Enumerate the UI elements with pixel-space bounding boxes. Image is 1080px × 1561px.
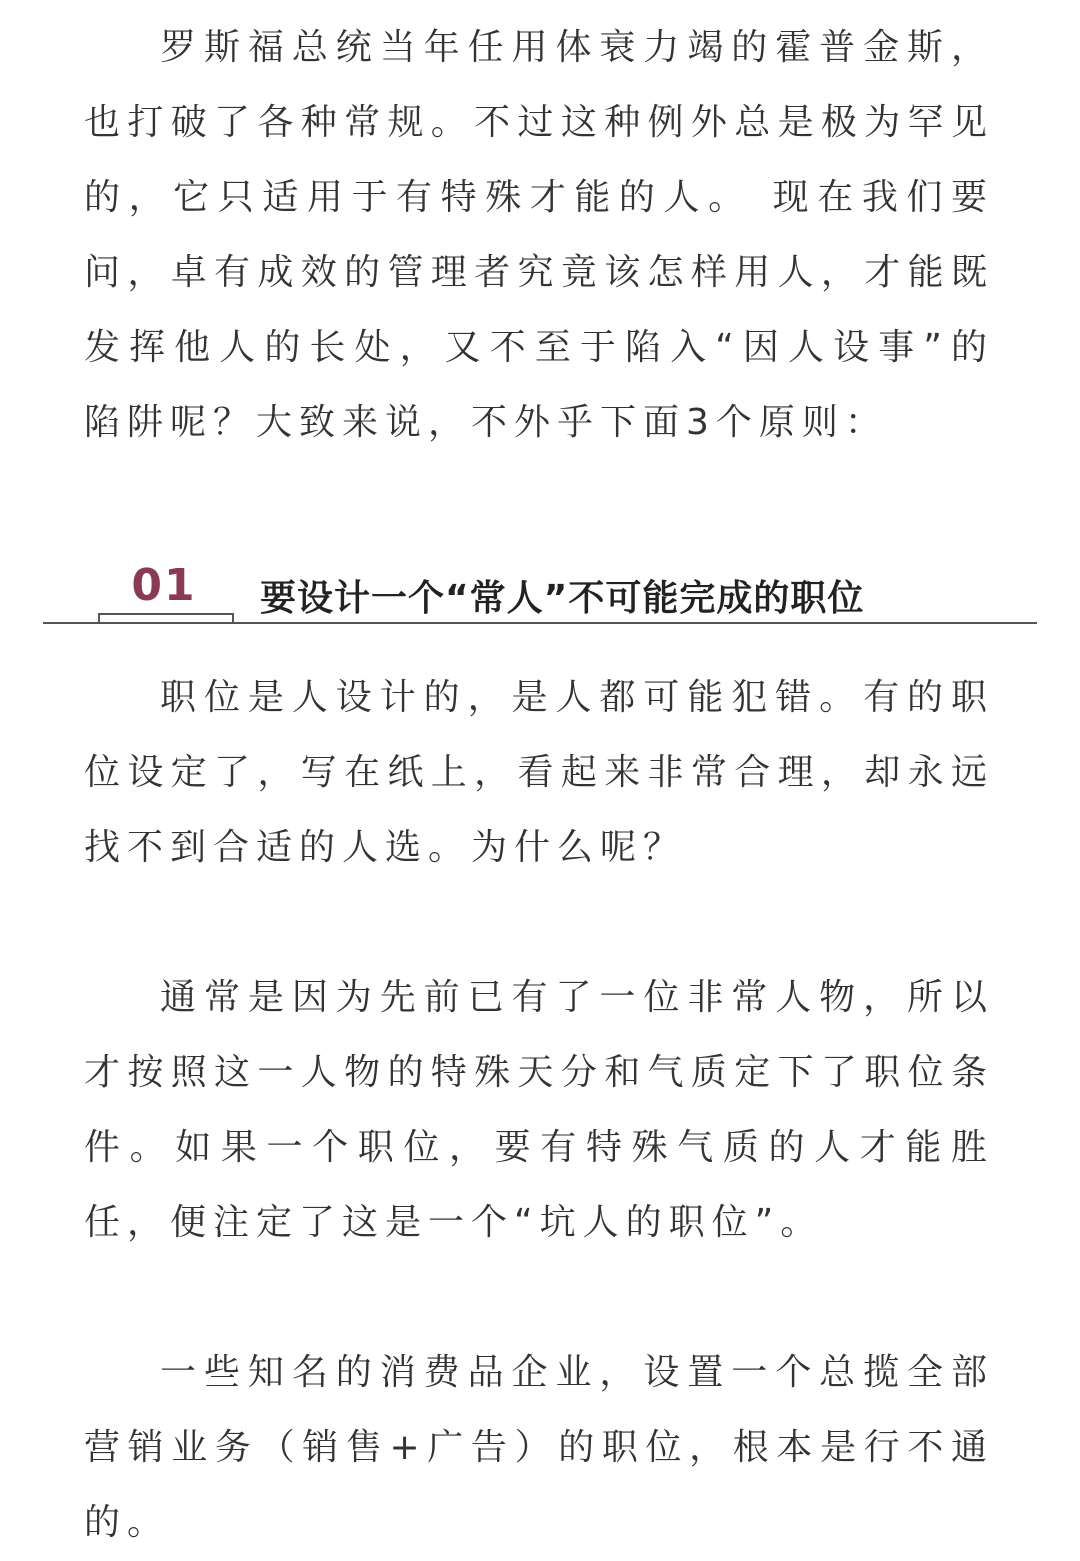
paragraph-intro: 罗斯福总统当年任用体衰力竭的霍普金斯，也打破了各种常规。不过这种例外总是极为罕见的，它只适用于有特殊才能的人。 现在我们要问，卓有成效的管理者究竟该怎样用人，才能既发挥他人的长处，又不至于陷入“因人设事”的陷阱呢？大致来说，不外乎下面3个原则： [84, 27, 994, 443]
section-number: 01 [131, 560, 197, 611]
paragraph-position-design: 职位是人设计的，是人都可能犯错。有的职位设定了，写在纸上，看起来非常合理，却永远找不到合适的人选。为什么呢？ [84, 677, 994, 868]
section-divider [43, 622, 1037, 624]
section-header [0, 556, 1080, 636]
paragraph-special-person: 通常是因为先前已有了一位非常人物，所以才按照这一人物的特殊天分和气质定下了职位条件。如果一个职位，要有特殊气质的人才能胜任，便注定了这是一个“坑人的职位”。 [84, 977, 994, 1243]
section-title: 要设计一个“常人”不可能完成的职位 [260, 578, 865, 619]
section-number-tab [98, 613, 234, 622]
paragraph-consumer-goods: 一些知名的消费品企业，设置一个总揽全部营销业务（销售+广告）的职位，根本是行不通的。 [84, 1352, 994, 1543]
